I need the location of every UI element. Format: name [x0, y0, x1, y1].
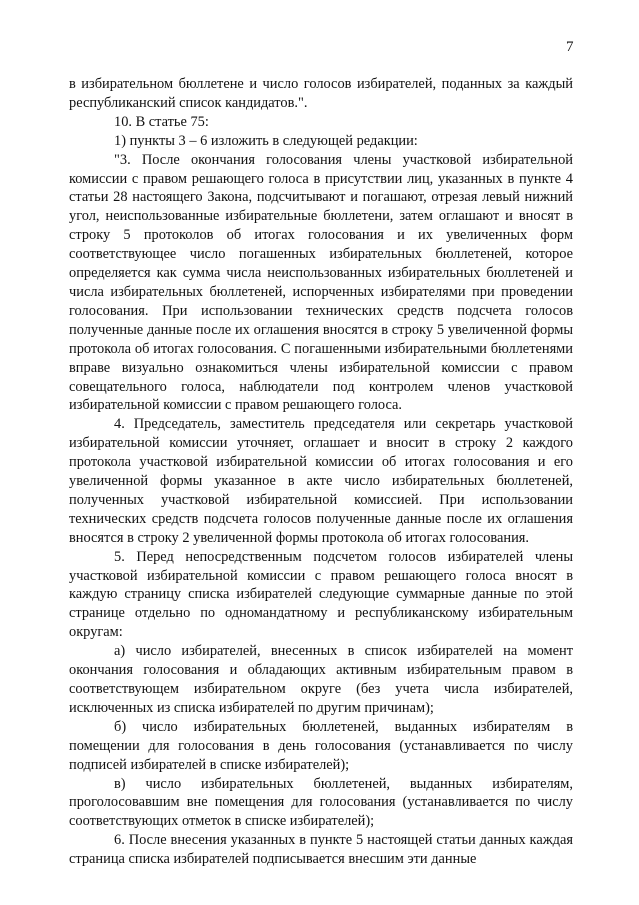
paragraph: в) число избирательных бюллетеней, выданных избирателям, проголосовавшим вне помещения для голосования (устанавливается по числу соответствующих отметок в списке избирателей);	[69, 775, 573, 830]
paragraph: 4. Председатель, заместитель председателя или секретарь участковой избирательной комиссии уточняет, оглашает и вносит в строку 2 каждого протокола участковой избирательной комиссии об итогах голосования и его увеличенной формы указанное в акте число избирательных бюллетеней, полученных участковой избирательной комиссией. При использовании технических средств подсчета голосов полученные данные после их оглашения вносятся в строку 2 увеличенной формы протокола об итогах голосования.	[69, 416, 573, 546]
paragraph: 5. Перед непосредственным подсчетом голосов избирателей члены участковой избирательной комиссии с правом решающего голоса вносят в каждую страницу списка избирателей следующие суммарные данные по этой странице отдельно по одномандатному и республиканскому избирательным округам:	[69, 548, 573, 641]
paragraph: в избирательном бюллетене и число голосов избирателей, поданных за каждый республиканский список кандидатов.".	[69, 76, 573, 111]
paragraph: а) число избирателей, внесенных в список избирателей на момент окончания голосования и обладающих активным избирательным правом в соответствующем избирательном округе (без учета числа избирателей, исключенных из списка избирателей по другим причинам);	[69, 643, 573, 716]
document-body	[69, 75, 573, 869]
paragraph: 10. В статье 75:	[114, 113, 209, 130]
paragraph: "3. После окончания голосования члены участковой избирательной комиссии с правом решающего голоса в присутствии лиц, указанных в пункте 4 статьи 28 настоящего Закона, подсчитывают и погашают, отрезая левый нижний угол, неиспользованные избирательные бюллетени, затем оглашают и вносят в строку 5 протоколов об итогах голосования и их увеличенных форм соответствующее число погашенных избирательных бюллетеней, которое определяется как сумма числа неиспользованных избирательных бюллетеней и числа избирательных бюллетеней, испорченных избирателями при проведении голосования. При использовании технических средств подсчета голосов полученные данные после их оглашения вносятся в строку 5 увеличенной формы протокола об итогах голосования. С погашенными избирательными бюллетенями вправе визуально ознакомиться члены избирательной комиссии с правом совещательного голоса, наблюдатели под контролем членов участковой избирательной комиссии с правом решающего голоса.	[69, 151, 573, 414]
page-number: 7	[566, 39, 574, 55]
paragraph: б) число избирательных бюллетеней, выданных избирателям в помещении для голосования в день голосования (устанавливается по числу подписей избирателей в списке избирателей);	[69, 718, 573, 773]
paragraph: 1) пункты 3 – 6 изложить в следующей редакции:	[114, 132, 418, 149]
paragraph: 6. После внесения указанных в пункте 5 настоящей статьи данных каждая страница списка избирателей подписывается внесшим эти данные	[69, 832, 573, 868]
